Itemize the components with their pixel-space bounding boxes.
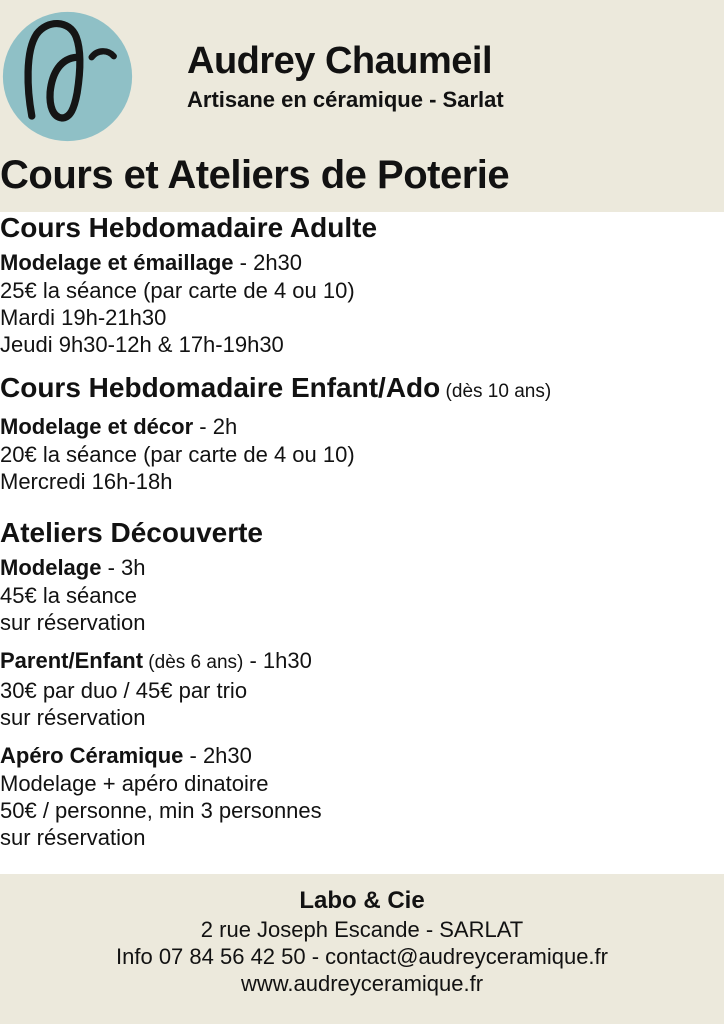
workshop-price: 45€ la séance — [0, 583, 137, 608]
workshop-name: Modelage — [0, 555, 102, 580]
workshop-price: 30€ par duo / 45€ par trio — [0, 678, 248, 703]
logo — [0, 9, 135, 144]
section-heading-text: Ateliers Découverte — [0, 517, 264, 548]
section-heading — [0, 517, 724, 549]
section-heading — [0, 212, 724, 244]
section-heading-text: Cours Hebdomadaire Enfant/Ado — [0, 372, 441, 403]
section-heading-text: Cours Hebdomadaire Adulte — [0, 212, 378, 243]
workshop-duration: - 3h — [101, 555, 146, 580]
section-cours-enfant-ado — [0, 372, 724, 495]
workshop-name: Parent/Enfant — [0, 648, 144, 673]
course-name: Modelage et décor — [0, 414, 194, 439]
flyer-header — [0, 0, 724, 152]
content-panel — [0, 212, 724, 874]
section-cours-adulte — [0, 212, 724, 358]
workshop-price: 50€ / personne, min 3 personnes — [0, 798, 322, 823]
website-url: www.audreyceramique.fr — [240, 971, 484, 996]
course-name: Modelage et émaillage — [0, 250, 234, 275]
ceramic-monogram-icon — [0, 9, 135, 144]
brand-name: Audrey Chaumeil — [187, 39, 493, 82]
workshop-duration: - 2h30 — [183, 743, 252, 768]
workshop-description: Modelage + apéro dinatoire — [0, 771, 269, 796]
course-price: 25€ la séance (par carte de 4 ou 10) — [0, 278, 355, 303]
section-heading — [0, 372, 724, 408]
workshop-item-parent-enfant — [0, 646, 724, 731]
studio-name: Labo & Cie — [299, 887, 425, 914]
brand-subtitle: Artisane en céramique - Sarlat — [187, 86, 504, 112]
brand-block — [187, 39, 504, 114]
course-duration: - 2h — [193, 414, 238, 439]
workshop-booking: sur réservation — [0, 825, 146, 850]
studio-address: 2 rue Joseph Escande - SARLAT — [200, 917, 524, 942]
workshop-duration: - 1h30 — [243, 648, 312, 673]
course-item — [0, 248, 724, 358]
course-item — [0, 412, 724, 495]
course-schedule: Mercredi 16h-18h — [0, 469, 173, 494]
workshop-booking: sur réservation — [0, 610, 146, 635]
page-title: Cours et Ateliers de Poterie — [0, 153, 510, 197]
course-title-line — [0, 248, 724, 277]
section-ateliers-decouverte — [0, 517, 724, 851]
course-schedule: Jeudi 9h30-12h & 17h-19h30 — [0, 332, 284, 357]
course-schedule: Mardi 19h-21h30 — [0, 305, 167, 330]
workshop-title-line — [0, 553, 724, 582]
workshop-title-line — [0, 741, 724, 770]
course-price: 20€ la séance (par carte de 4 ou 10) — [0, 442, 355, 467]
section-heading-note: (dès 10 ans) — [440, 381, 552, 402]
course-duration: - 2h30 — [233, 250, 303, 275]
workshop-age-note: (dès 6 ans) — [143, 652, 244, 673]
workshop-item-modelage — [0, 553, 724, 636]
workshop-name: Apéro Céramique — [0, 743, 184, 768]
workshop-title-line — [0, 646, 724, 677]
workshop-booking: sur réservation — [0, 705, 146, 730]
contact-info: Info 07 84 56 42 50 - contact@audreyceramique.fr — [116, 944, 608, 969]
workshop-item-apero-ceramique — [0, 741, 724, 851]
course-title-line — [0, 412, 724, 441]
flyer-footer — [0, 874, 724, 1024]
